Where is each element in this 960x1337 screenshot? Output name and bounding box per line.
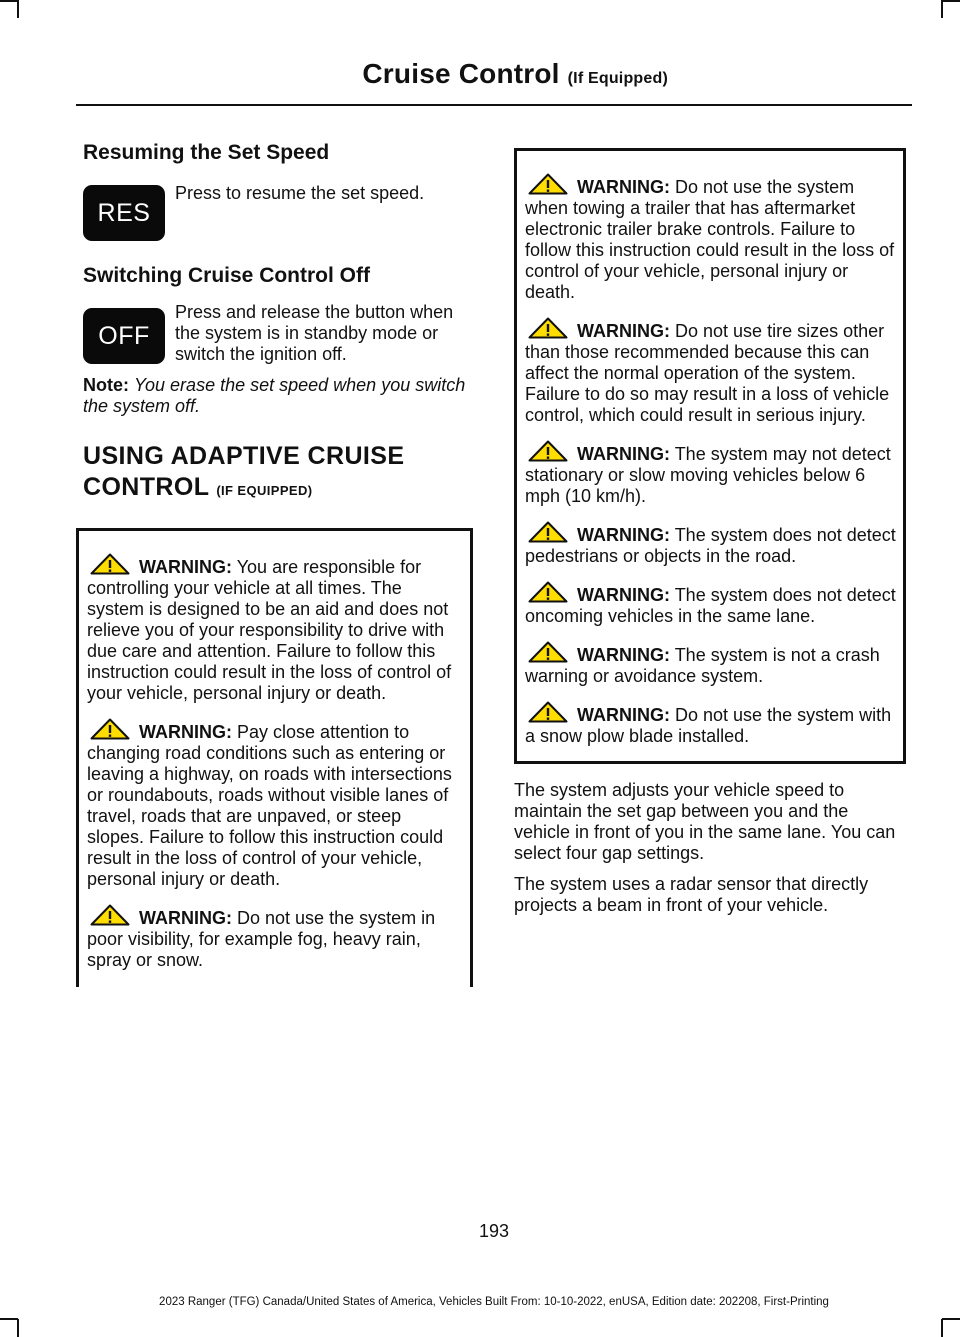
body-paragraph-gap: The system adjusts your vehicle speed to maintain the set gap between you and the vehicle in front of you in the same lane. You can select four gap settings.	[514, 780, 896, 863]
page-header-title	[362, 58, 668, 90]
section-heading-line1: USING ADAPTIVE CRUISE	[83, 442, 405, 471]
section-heading-suffix: (IF EQUIPPED)	[216, 483, 313, 499]
warning-text: The system may not detect stationary or slow moving vehicles below 6 mph (10 km/h).	[525, 444, 891, 506]
res-icon-label: RES	[97, 198, 151, 227]
warning-item	[525, 173, 896, 303]
header-divider	[76, 104, 912, 106]
warning-item	[525, 641, 896, 687]
warning-label: WARNING:	[577, 444, 670, 464]
warning-label: WARNING:	[577, 585, 670, 605]
resume-heading: Resuming the Set Speed	[83, 141, 330, 164]
warning-triangle-icon	[527, 521, 571, 543]
warning-item	[525, 701, 896, 747]
warning-item	[87, 718, 463, 890]
crop-mark	[941, 1319, 943, 1337]
warning-text: You are responsible for controlling your vehicle at all times. The system is designed to be an aid and does not relieve you of your responsibility to drive with due care and attention. Failure to follow this instruction could result in the loss of control of your vehicle, personal injury or death.	[87, 557, 452, 704]
warning-text: Do not use the system with a snow plow blade installed.	[525, 705, 892, 746]
page-number: 193	[478, 1221, 510, 1241]
crop-mark	[941, 0, 943, 18]
warning-text: Do not use the system when towing a trailer that has aftermarket electronic trailer brake controls. Failure to follow this instruction could result in the loss of control of your vehicle, personal injury or death.	[525, 177, 895, 302]
body-paragraph-radar: The system uses a radar sensor that directly projects a beam in front of your vehicle.	[514, 874, 869, 915]
warning-triangle-icon	[89, 904, 133, 926]
warning-item	[525, 440, 896, 507]
note-label: Note:	[83, 375, 129, 396]
warning-text: Do not use tire sizes other than those recommended because this can affect the normal operation of the system. Failure to do so may result in a loss of vehicle control, which could result in serious injury.	[525, 321, 890, 425]
switch-off-text: Press and release the button when the system is in standby mode or switch the ignition off.	[175, 302, 454, 365]
left-column	[83, 140, 473, 987]
warning-triangle-icon	[527, 317, 571, 339]
right-column	[514, 148, 906, 916]
resume-row	[83, 185, 473, 241]
warning-label: WARNING:	[139, 557, 232, 578]
section-heading-line2: CONTROL	[83, 473, 209, 502]
warning-item	[525, 317, 896, 426]
warning-label: WARNING:	[577, 525, 670, 545]
section-heading	[83, 441, 473, 506]
warning-triangle-icon	[527, 701, 571, 723]
warning-triangle-icon	[89, 553, 133, 575]
warning-label: WARNING:	[139, 908, 232, 929]
crop-mark	[0, 1318, 18, 1320]
warning-text: The system is not a crash warning or avoidance system.	[525, 645, 880, 686]
switch-off-heading: Switching Cruise Control Off	[83, 264, 370, 288]
warning-triangle-icon	[89, 718, 133, 740]
warning-label: WARNING:	[577, 645, 670, 665]
warning-label: WARNING:	[577, 177, 670, 197]
warning-item	[87, 904, 463, 971]
warning-label: WARNING:	[577, 705, 670, 725]
warning-item	[525, 581, 896, 627]
switch-off-row	[83, 302, 473, 365]
warning-item	[87, 553, 463, 704]
resume-text: Press to resume the set speed.	[175, 183, 425, 204]
note-paragraph	[83, 375, 473, 417]
warning-text: Do not use the system in poor visibility, for example fog, heavy rain, spray or snow.	[87, 908, 436, 971]
crop-mark	[942, 0, 960, 2]
crop-mark	[942, 1318, 960, 1320]
warning-text: The system does not detect oncoming vehicles in the same lane.	[525, 585, 896, 626]
res-button-icon	[83, 185, 165, 241]
warning-text: The system does not detect pedestrians or objects in the road.	[525, 525, 896, 566]
header-title-text: Cruise Control	[362, 58, 560, 89]
crop-mark	[0, 0, 18, 2]
off-icon-label: OFF	[98, 321, 150, 350]
warning-label: WARNING:	[139, 722, 232, 743]
page-footer: 2023 Ranger (TFG) Canada/United States of America, Vehicles Built From: 10-10-2022, enUSA, Edition date: 202208, First-Printing	[159, 1296, 829, 1308]
warning-triangle-icon	[527, 581, 571, 603]
note-text: You erase the set speed when you switch the system off.	[83, 375, 466, 417]
warning-triangle-icon	[527, 440, 571, 462]
header-title-suffix: (If Equipped)	[567, 70, 668, 87]
warning-box-left	[76, 528, 473, 987]
warning-label: WARNING:	[577, 321, 670, 341]
warning-text: Pay close attention to changing road conditions such as entering or leaving a highway, on roads with intersections or roundabouts, roads without visible lanes of travel, roads that are unpaved, or steep slopes. Failure to follow this instruction could result in the loss of control of your vehicle, personal injury or death.	[87, 722, 452, 890]
warning-triangle-icon	[527, 173, 571, 195]
warning-triangle-icon	[527, 641, 571, 663]
off-button-icon	[83, 308, 165, 364]
crop-mark	[17, 1319, 19, 1337]
crop-mark	[17, 0, 19, 18]
warning-item	[525, 521, 896, 567]
warning-box-right	[514, 148, 906, 764]
